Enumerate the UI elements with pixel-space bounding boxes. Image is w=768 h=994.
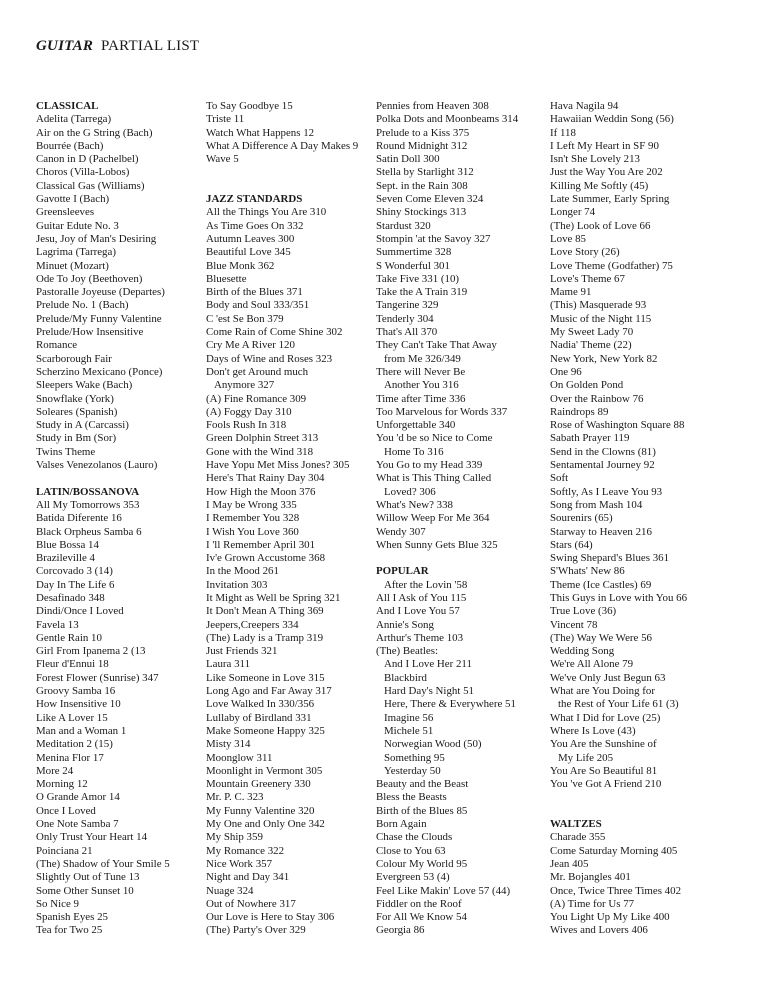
list-item: Pastoralle Joyeuse (Departes) (36, 286, 165, 299)
list-item: (The) Lady is a Tramp 319 (206, 631, 324, 644)
list-item: Willow Weep For Me 364 (376, 512, 490, 525)
list-item: Bless the Beasts (376, 791, 447, 804)
list-item: Slightly Out of Tune 13 (36, 871, 140, 884)
list-item: Body and Soul 333/351 (206, 299, 310, 312)
list-item: Classical Gas (Williams) (36, 179, 145, 192)
section-heading: LATIN/BOSSANOVA (36, 485, 140, 498)
list-item: Air on the G String (Bach) (36, 126, 153, 139)
list-item: Mr. Bojangles 401 (550, 871, 631, 884)
list-item: Only Trust Your Heart 14 (36, 831, 148, 844)
list-item: Love Walked In 330/356 (206, 698, 315, 711)
list-item: Bluesette (206, 272, 247, 285)
list-item: Come Saturday Morning 405 (550, 844, 678, 857)
list-item: Jean 405 (550, 857, 589, 870)
list-item: Music of the Night 115 (550, 312, 652, 325)
list-item: Sept. in the Rain 308 (376, 179, 468, 192)
list-item: Moonlight in Vermont 305 (206, 764, 323, 777)
spacer (206, 180, 358, 193)
section-heading: CLASSICAL (36, 100, 99, 112)
spacer (206, 166, 358, 179)
list-item: Soft (550, 472, 569, 485)
list-item: Just the Way You Are 202 (550, 166, 663, 179)
column-3 (376, 100, 518, 938)
page-title (36, 38, 199, 55)
list-item: My One and Only One 342 (206, 818, 325, 831)
list-item: Over the Rainbow 76 (550, 392, 644, 405)
list-item: Evergreen 53 (4) (376, 871, 450, 884)
list-item: Tenderly 304 (376, 312, 434, 325)
list-item: (A) Time for Us 77 (550, 897, 635, 910)
list-item: True Love (36) (550, 605, 617, 618)
list-item: Black Orpheus Samba 6 (36, 525, 142, 538)
list-item: And I Love You 57 (376, 605, 460, 618)
list-item: Close to You 63 (376, 844, 446, 857)
list-item: Softly, As I Leave You 93 (550, 485, 663, 498)
list-item: Romance (36, 339, 78, 352)
list-item: Gone with the Wind 318 (206, 445, 314, 458)
list-item: We've Only Just Begun 63 (550, 671, 666, 684)
list-item: You Are So Beautiful 81 (550, 764, 658, 777)
list-item: (The) Party's Over 329 (206, 924, 306, 937)
list-item: Love's Theme 67 (550, 272, 625, 285)
list-item: Wives and Lovers 406 (550, 924, 648, 937)
list-item: Lagrima (Tarrega) (36, 246, 116, 259)
list-item: Morning 12 (36, 778, 88, 791)
list-item: Polka Dots and Moonbeams 314 (376, 113, 519, 126)
list-item: Twins Theme (36, 445, 96, 458)
list-item: What A Difference A Day Makes 9 (206, 139, 359, 152)
list-item: What I Did for Love (25) (550, 711, 661, 724)
list-item: There will Never Be (376, 365, 466, 378)
list-item: Love Story (26) (550, 246, 620, 259)
list-item: (The) Beatles: (376, 645, 438, 658)
list-item: Scarborough Fair (36, 352, 112, 365)
list-item: How Insensitive 10 (36, 698, 121, 711)
list-item: Like Someone in Love 315 (206, 671, 325, 684)
list-item: When Sunny Gets Blue 325 (376, 538, 498, 551)
list-item-continuation: And I Love Her 211 (384, 658, 472, 671)
list-item: Ode To Joy (Beethoven) (36, 272, 143, 285)
list-item-continuation: Yesterday 50 (384, 764, 441, 777)
list-item-continuation: Here, There & Everywhere 51 (384, 698, 516, 711)
list-item: Pennies from Heaven 308 (376, 100, 489, 112)
list-item: Corcovado 3 (14) (36, 565, 113, 578)
list-item: Birth of the Blues 85 (376, 804, 468, 817)
list-item: Out of Nowhere 317 (206, 897, 296, 910)
list-item: Just Friends 321 (206, 645, 278, 658)
list-item: Minuet (Mozart) (36, 259, 109, 272)
list-item-continuation: the Rest of Your Life 61 (3) (558, 698, 679, 711)
list-item: S'Whats' New 86 (550, 565, 625, 578)
list-item: Study in A (Carcassi) (36, 419, 129, 432)
column-2 (206, 100, 358, 938)
list-item: All My Tomorrows 353 (36, 498, 140, 511)
list-item: They Can't Take That Away (376, 339, 497, 352)
list-item: Born Again (376, 818, 427, 831)
list-item: Feel Like Makin' Love 57 (44) (376, 884, 511, 897)
list-item: Forest Flower (Sunrise) 347 (36, 671, 159, 684)
list-item: Swing Shepard's Blues 361 (550, 552, 670, 565)
list-item: Desafinado 348 (36, 591, 105, 604)
title-subtitle: PARTIAL LIST (100, 38, 200, 54)
list-item: You 've Got A Friend 210 (550, 778, 662, 791)
spacer (550, 791, 687, 804)
list-item: Theme (Ice Castles) 69 (550, 578, 652, 591)
list-item: I Left My Heart in SF 90 (550, 139, 659, 152)
list-item: Man and a Woman 1 (36, 724, 127, 737)
list-item: So Nice 9 (36, 897, 79, 910)
list-item: Rose of Washington Square 88 (550, 419, 685, 432)
list-item: As Time Goes On 332 (206, 219, 304, 232)
list-item: Send in the Clowns (81) (550, 445, 656, 458)
list-item: Adelita (Tarrega) (36, 113, 112, 126)
list-item: C 'est Se Bon 379 (206, 312, 284, 325)
list-item: Soleares (Spanish) (36, 405, 118, 418)
list-item: Hava Nagila 94 (550, 100, 619, 112)
list-item: You 'd be so Nice to Come (376, 432, 493, 445)
list-item: Prelude/How Insensitive (36, 326, 144, 339)
section-heading: JAZZ STANDARDS (206, 193, 303, 206)
list-item: Greensleeves (36, 206, 95, 219)
list-item: For All We Know 54 (376, 911, 467, 924)
list-item: Day In The Life 6 (36, 578, 115, 591)
list-item: We're All Alone 79 (550, 658, 634, 671)
list-item: One 96 (550, 365, 582, 378)
list-item-continuation: Blackbird (384, 671, 427, 684)
list-item: Chase the Clouds (376, 831, 453, 844)
list-item: In the Mood 261 (206, 565, 279, 578)
list-item: It Might as Well be Spring 321 (206, 591, 341, 604)
list-item: Isn't She Lovely 213 (550, 153, 640, 166)
list-item: Some Other Sunset 10 (36, 884, 134, 897)
list-item: Sourenirs (65) (550, 512, 613, 525)
list-item: Mr. P. C. 323 (206, 791, 264, 804)
list-item: Come Rain of Come Shine 302 (206, 326, 343, 339)
list-item: Birth of the Blues 371 (206, 286, 303, 299)
list-item: Tea for Two 25 (36, 924, 103, 937)
list-item: Choros (Villa-Lobos) (36, 166, 130, 179)
list-item: Batida Diferente 16 (36, 512, 122, 525)
list-item: Cry Me A River 120 (206, 339, 295, 352)
list-item: Sabath Prayer 119 (550, 432, 630, 445)
list-item: Longer 74 (550, 206, 596, 219)
list-item: Satin Doll 300 (376, 153, 440, 166)
list-item: On Golden Pond (550, 379, 624, 392)
spacer (550, 805, 687, 818)
list-item: Fiddler on the Roof (376, 897, 462, 910)
list-item: Where Is Love (43) (550, 724, 636, 737)
list-item: Raindrops 89 (550, 405, 609, 418)
list-item: Stars (64) (550, 538, 593, 551)
list-item: Make Someone Happy 325 (206, 724, 325, 737)
list-item: I Wish You Love 360 (206, 525, 299, 538)
list-item: Laura 311 (206, 658, 251, 671)
list-item: Meditation 2 (15) (36, 738, 113, 751)
list-item: S Wonderful 301 (376, 259, 450, 272)
list-item: That's All 370 (376, 326, 438, 339)
list-item: What is This Thing Called (376, 472, 492, 485)
list-item: Hawaiian Weddin Song (56) (550, 113, 674, 126)
list-item: Round Midnight 312 (376, 139, 468, 152)
list-item: Killing Me Softly (45) (550, 179, 649, 192)
list-item: You Are the Sunshine of (550, 738, 657, 751)
list-item-continuation: After the Lovin '58 (384, 578, 468, 591)
list-item: Valses Venezolanos (Lauro) (36, 459, 158, 472)
list-item: Menina Flor 17 (36, 751, 104, 764)
list-item: All I Ask of You 115 (376, 591, 467, 604)
list-item: It Don't Mean A Thing 369 (206, 605, 324, 618)
list-item-continuation: Home To 316 (384, 445, 444, 458)
list-item: Invitation 303 (206, 578, 268, 591)
list-item: You Light Up My Like 400 (550, 911, 670, 924)
spacer (36, 472, 170, 485)
list-item: Beautiful Love 345 (206, 246, 291, 259)
list-item: You Go to my Head 339 (376, 459, 483, 472)
list-item: Iv'e Grown Accustome 368 (206, 552, 326, 565)
list-item: Days of Wine and Roses 323 (206, 352, 333, 365)
list-item: Triste 11 (206, 113, 245, 126)
list-item: Gavotte I (Bach) (36, 193, 110, 206)
list-item: To Say Goodbye 15 (206, 100, 293, 112)
list-item: Love Theme (Godfather) 75 (550, 259, 673, 272)
list-item: Watch What Happens 12 (206, 126, 315, 139)
list-item: (A) Fine Romance 309 (206, 392, 307, 405)
list-item: Gentle Rain 10 (36, 631, 102, 644)
list-item: Jeepers,Creepers 334 (206, 618, 299, 631)
list-item: Stompin 'at the Savoy 327 (376, 232, 491, 245)
list-item: How High the Moon 376 (206, 485, 316, 498)
list-item: Stardust 320 (376, 219, 431, 232)
list-item: I May be Wrong 335 (206, 498, 297, 511)
list-item: Prelude/My Funny Valentine (36, 312, 162, 325)
list-item: Study in Bm (Sor) (36, 432, 117, 445)
spacer (376, 552, 518, 565)
list-item: Dindi/Once I Loved (36, 605, 124, 618)
list-item: Annie's Song (376, 618, 434, 631)
list-item: (This) Masquerade 93 (550, 299, 647, 312)
list-item: Long Ago and Far Away 317 (206, 685, 332, 698)
list-item: What's New? 338 (376, 498, 453, 511)
list-item: New York, New York 82 (550, 352, 658, 365)
column-4 (550, 100, 687, 938)
list-item: My Sweet Lady 70 (550, 326, 634, 339)
list-item: I Remember You 328 (206, 512, 300, 525)
list-item-continuation: My Life 205 (558, 751, 614, 764)
list-item: Mame 91 (550, 286, 592, 299)
list-item: Scherzino Mexicano (Ponce) (36, 365, 163, 378)
list-item: Fools Rush In 318 (206, 419, 287, 432)
list-item: Bourrée (Bach) (36, 139, 104, 152)
list-item-continuation: from Me 326/349 (384, 352, 461, 365)
section-heading: WALTZES (550, 818, 602, 831)
list-item: Fleur d'Ennui 18 (36, 658, 109, 671)
list-item: Nice Work 357 (206, 857, 273, 870)
list-item: I 'll Remember April 301 (206, 538, 316, 551)
list-item: Moonglow 311 (206, 751, 273, 764)
list-item: Canon in D (Pachelbel) (36, 153, 139, 166)
list-item: Green Dolphin Street 313 (206, 432, 319, 445)
list-item: Sleepers Wake (Bach) (36, 379, 133, 392)
list-item: Lullaby of Birdland 331 (206, 711, 312, 724)
list-item: Georgia 86 (376, 924, 425, 937)
list-item: Prelude No. 1 (Bach) (36, 299, 129, 312)
list-item: Sentamental Journey 92 (550, 459, 655, 472)
list-item: Charade 355 (550, 831, 606, 844)
list-item: Nadia' Theme (22) (550, 339, 632, 352)
list-item: Starway to Heaven 216 (550, 525, 652, 538)
list-item: Mountain Greenery 330 (206, 778, 311, 791)
list-item: Blue Monk 362 (206, 259, 275, 272)
list-item: Summertime 328 (376, 246, 452, 259)
list-item: (The) Shadow of Your Smile 5 (36, 857, 170, 870)
list-item: (The) Look of Love 66 (550, 219, 651, 232)
list-item: More 24 (36, 764, 74, 777)
list-item: Seven Come Eleven 324 (376, 193, 484, 206)
list-item-continuation: Norwegian Wood (50) (384, 738, 482, 751)
list-item: Take Five 331 (10) (376, 272, 460, 285)
list-item: Take the A Train 319 (376, 286, 468, 299)
list-item: Girl From Ipanema 2 (13 (36, 645, 146, 658)
list-item: My Funny Valentine 320 (206, 804, 315, 817)
list-item: Arthur's Theme 103 (376, 631, 464, 644)
list-item: Beauty and the Beast (376, 778, 469, 791)
list-item: Tangerine 329 (376, 299, 439, 312)
section-heading: POPULAR (376, 565, 429, 578)
list-item: Unforgettable 340 (376, 419, 456, 432)
list-item: Colour My World 95 (376, 857, 468, 870)
list-item: One Note Samba 7 (36, 818, 119, 831)
list-item: Like A Lover 15 (36, 711, 108, 724)
list-item: Jesu, Joy of Man's Desiring (36, 232, 157, 245)
list-item: Misty 314 (206, 738, 251, 751)
list-item: Once, Twice Three Times 402 (550, 884, 682, 897)
list-item: All the Things You Are 310 (206, 206, 327, 219)
list-item: (A) Foggy Day 310 (206, 405, 292, 418)
column-1 (36, 100, 170, 938)
list-item: Blue Bossa 14 (36, 538, 99, 551)
list-item: Favela 13 (36, 618, 79, 631)
list-item: My Ship 359 (206, 831, 263, 844)
list-item: Here's That Rainy Day 304 (206, 472, 325, 485)
title-instrument: GUITAR (36, 38, 94, 54)
list-item: Spanish Eyes 25 (36, 911, 108, 924)
list-item: Vincent 78 (550, 618, 598, 631)
list-item: This Guys in Love with You 66 (550, 591, 688, 604)
list-item: Once I Loved (36, 804, 96, 817)
list-item: Nuage 324 (206, 884, 254, 897)
list-item: Wendy 307 (376, 525, 426, 538)
list-item: If 118 (550, 126, 576, 139)
list-item-continuation: Hard Day's Night 51 (384, 685, 474, 698)
list-item-continuation: Imagine 56 (384, 711, 434, 724)
list-item: Prelude to a Kiss 375 (376, 126, 470, 139)
list-item: Night and Day 341 (206, 871, 290, 884)
list-item: Our Love is Here to Stay 306 (206, 911, 335, 924)
list-item: Shiny Stockings 313 (376, 206, 467, 219)
list-item: What are You Doing for (550, 685, 655, 698)
list-item: O Grande Amor 14 (36, 791, 120, 804)
list-item: Guitar Edute No. 3 (36, 219, 119, 232)
list-item: Love 85 (550, 232, 586, 245)
list-item: Too Marvelous for Words 337 (376, 405, 508, 418)
list-item: My Romance 322 (206, 844, 285, 857)
list-item-continuation: Something 95 (384, 751, 445, 764)
list-item: Snowflake (York) (36, 392, 114, 405)
list-item-continuation: Loved? 306 (384, 485, 436, 498)
list-item: Have Yopu Met Miss Jones? 305 (206, 459, 350, 472)
list-item: Song from Mash 104 (550, 498, 643, 511)
list-item-continuation: Michele 51 (384, 724, 434, 737)
list-item: Time after Time 336 (376, 392, 466, 405)
list-item: Don't get Around much (206, 365, 309, 378)
list-item-continuation: Another You 316 (384, 379, 459, 392)
list-item: Autumn Leaves 300 (206, 232, 295, 245)
list-item: (The) Way We Were 56 (550, 631, 653, 644)
list-item-continuation: Anymore 327 (214, 379, 275, 392)
list-item: Poinciana 21 (36, 844, 93, 857)
list-item: Wave 5 (206, 153, 239, 166)
list-item: Stella by Starlight 312 (376, 166, 474, 179)
list-item: Groovy Samba 16 (36, 685, 116, 698)
list-item: Wedding Song (550, 645, 615, 658)
list-item: Late Summer, Early Spring (550, 193, 670, 206)
list-item: Brazileville 4 (36, 552, 95, 565)
